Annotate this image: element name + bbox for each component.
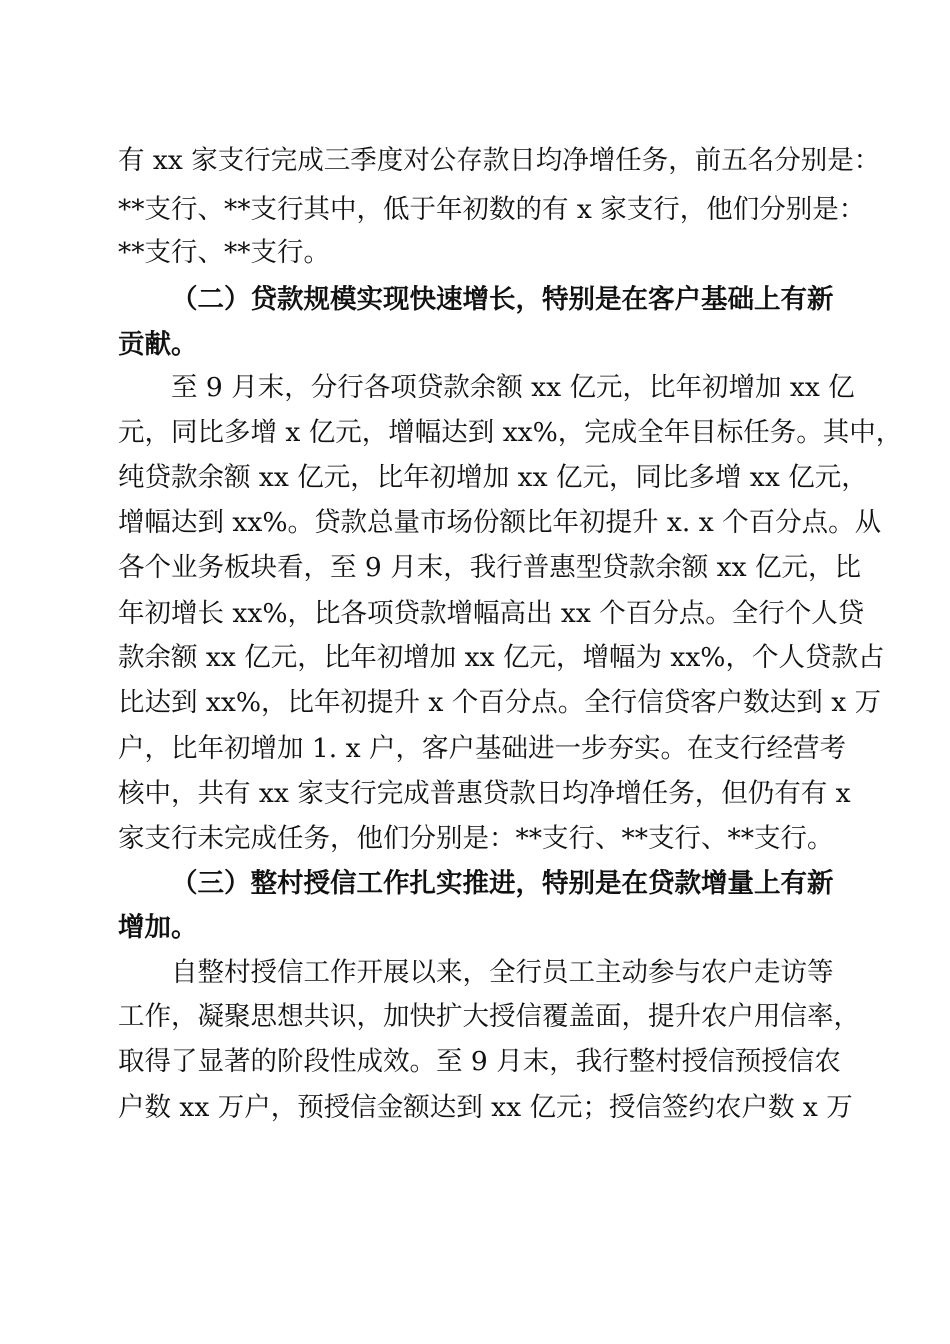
heading-3-line-1: （三）整村授信工作扎实推进，特别是在贷款增量上有新 bbox=[171, 868, 834, 899]
heading-3-line-2: 增加。 bbox=[118, 912, 198, 943]
paragraph-3-line-1: 自整村授信工作开展以来，全行员工主动参与农户走访等 bbox=[171, 957, 834, 988]
paragraph-2-line-3: 纯贷款余额 xx 亿元，比年初增加 xx 亿元，同比多增 xx 亿元， bbox=[118, 462, 868, 493]
paragraph-2-line-8: 比达到 xx%，比年初提升 x 个百分点。全行信贷客户数达到 x 万 bbox=[118, 687, 882, 718]
paragraph-1-line-1: 有 xx 家支行完成三季度对公存款日均净增任务，前五名分别是： bbox=[118, 145, 881, 176]
paragraph-2-line-10: 核中，共有 xx 家支行完成普惠贷款日均净增任务，但仍有有 x bbox=[118, 778, 851, 809]
heading-2-line-1: （二）贷款规模实现快速增长，特别是在客户基础上有新 bbox=[171, 284, 834, 315]
heading-2-line-2: 贡献。 bbox=[118, 329, 198, 360]
paragraph-2-line-7: 款余额 xx 亿元，比年初增加 xx 亿元，增幅为 xx%，个人贷款占 bbox=[118, 642, 885, 673]
paragraph-2-line-4: 增幅达到 xx%。贷款总量市场份额比年初提升 x. x 个百分点。从 bbox=[118, 507, 882, 538]
paragraph-1-line-3: **支行、**支行。 bbox=[118, 237, 330, 268]
paragraph-2-line-9: 户，比年初增加 1. x 户，客户基础进一步夯实。在支行经营考 bbox=[118, 733, 846, 764]
paragraph-2-line-1: 至 9 月末，分行各项贷款余额 xx 亿元，比年初增加 xx 亿 bbox=[171, 372, 855, 403]
paragraph-2-line-6: 年初增长 xx%，比各项贷款增幅高出 xx 个百分点。全行个人贷 bbox=[118, 598, 865, 629]
paragraph-1-line-2: **支行、**支行其中，低于年初数的有 x 家支行，他们分别是： bbox=[118, 194, 866, 225]
paragraph-3-line-4: 户数 xx 万户，预授信金额达到 xx 亿元；授信签约农户数 x 万 bbox=[118, 1092, 853, 1123]
paragraph-2-line-11: 家支行未完成任务，他们分别是：**支行、**支行、**支行。 bbox=[118, 823, 834, 854]
paragraph-2-line-2: 元，同比多增 x 亿元，增幅达到 xx%，完成全年目标任务。其中， bbox=[118, 417, 903, 448]
paragraph-3-line-2: 工作，凝聚思想共识，加快扩大授信覆盖面，提升农户用信率， bbox=[118, 1001, 860, 1032]
paragraph-3-line-3: 取得了显著的阶段性成效。至 9 月末，我行整村授信预授信农 bbox=[118, 1046, 841, 1077]
paragraph-2-line-5: 各个业务板块看，至 9 月末，我行普惠型贷款余额 xx 亿元，比 bbox=[118, 552, 861, 583]
